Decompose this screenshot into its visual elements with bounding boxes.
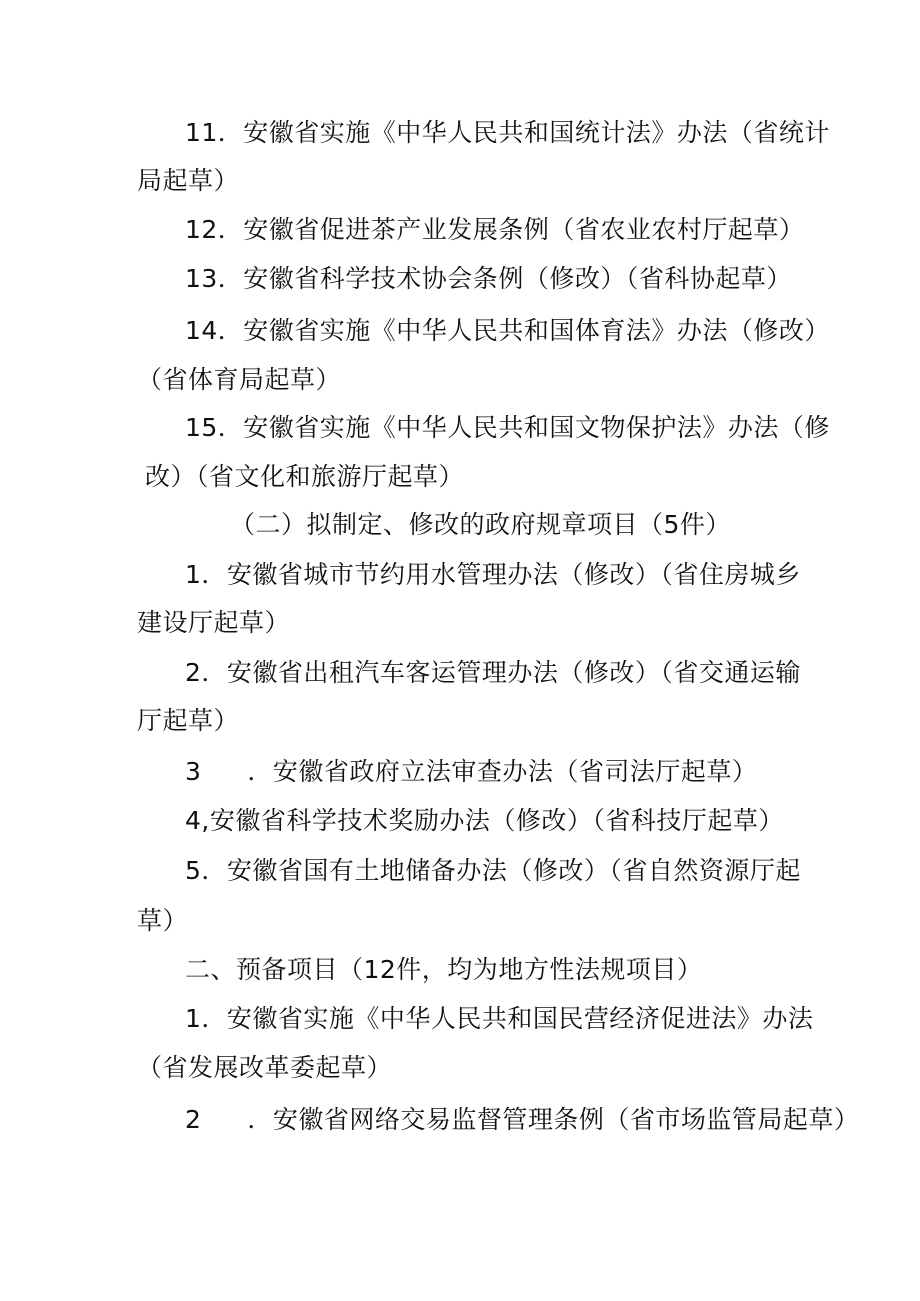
rule-3-text: ．安徽省政府立法审查办法（省司法厅起草） (247, 757, 758, 786)
item-11-line-1: 11．安徽省实施《中华人民共和国统计法》办法（省统计 (185, 118, 830, 147)
item-13: 13．安徽省科学技术协会条例（修改）（省科协起草） (185, 264, 792, 293)
rule-3-number: 3 (185, 757, 202, 786)
rule-3 (185, 757, 757, 787)
item-15-line-2: 改）（省文化和旅游厅起草） (145, 462, 465, 491)
rule-5-line-2: 草） (137, 906, 189, 935)
reserve-heading: 二、预备项目（12件，均为地方性法规项目） (185, 955, 703, 984)
reserve-2-text: ．安徽省网络交易监督管理条例（省市场监管局起草） (247, 1105, 860, 1134)
reserve-2-number: 2 (185, 1105, 202, 1134)
reserve-2 (185, 1105, 859, 1135)
section-2-heading: （二）拟制定、修改的政府规章项目（5件） (230, 510, 731, 539)
item-12: 12．安徽省促进茶产业发展条例（省农业农村厅起草） (185, 215, 805, 244)
item-11-line-2: 局起草） (137, 166, 240, 195)
rule-1-line-1: 1．安徽省城市节约用水管理办法（修改）（省住房城乡 (185, 560, 801, 589)
item-14-line-1: 14．安徽省实施《中华人民共和国体育法》办法（修改） (185, 316, 830, 345)
item-14-line-2: （省体育局起草） (137, 365, 342, 394)
rule-2-line-1: 2．安徽省出租汽车客运管理办法（修改）（省交通运输 (185, 658, 801, 687)
item-15-line-1: 15．安徽省实施《中华人民共和国文物保护法》办法（修 (185, 413, 830, 442)
reserve-1-line-1: 1．安徽省实施《中华人民共和国民营经济促进法》办法 (185, 1004, 814, 1033)
rule-5-line-1: 5．安徽省国有土地储备办法（修改）（省自然资源厅起 (185, 856, 801, 885)
reserve-1-line-2: （省发展改革委起草） (137, 1053, 393, 1082)
rule-4: 4,安徽省科学技术奖励办法（修改）（省科技厅起草） (185, 806, 784, 835)
rule-1-line-2: 建设厅起草） (137, 608, 291, 637)
rule-2-line-2: 厅起草） (137, 706, 240, 735)
